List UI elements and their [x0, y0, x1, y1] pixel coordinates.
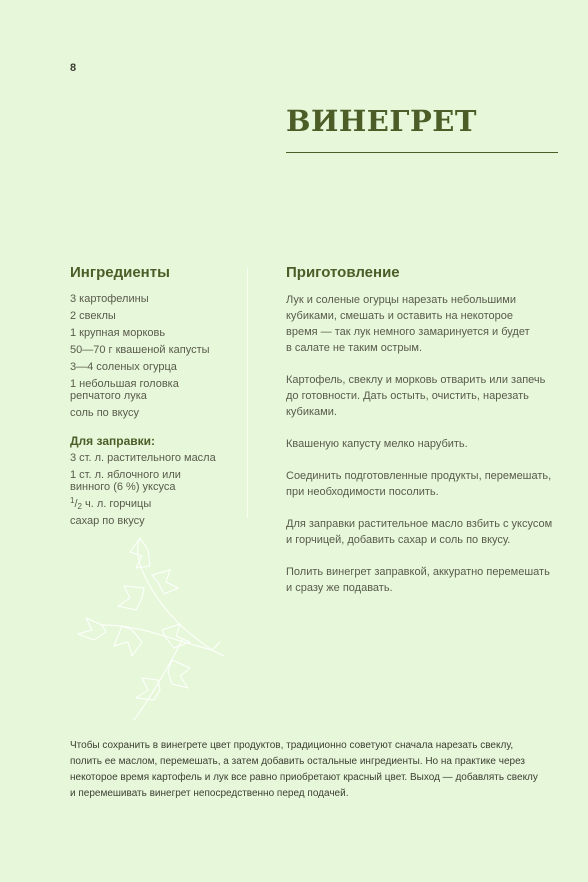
ingredient-item: 3—4 соленых огурца	[70, 361, 177, 373]
page-title: ВИНЕГРЕТ	[286, 104, 477, 138]
dressing-item-mustard: $^1/_2$ ч. л. горчицы	[70, 496, 152, 511]
dressing-item: 3 ст. л. растительного масла	[70, 452, 216, 464]
ingredient-item: соль по вкусу	[70, 407, 139, 419]
dressing-heading: Для заправки:	[70, 434, 155, 448]
ingredients-heading: Ингредиенты	[70, 264, 170, 281]
preparation-steps	[286, 292, 561, 612]
preparation-step: Полить винегрет заправкой, аккуратно перемешать и сразу же подавать.	[286, 566, 550, 594]
dressing-item: сахар по вкусу	[70, 515, 145, 527]
preparation-step: Квашеную капусту мелко нарубить.	[286, 438, 468, 450]
ingredient-item: 2 свеклы	[70, 310, 116, 322]
column-divider	[247, 268, 248, 518]
preparation-step: Картофель, свеклу и морковь отварить или запечь до готовности. Дать остыть, очистить, нарезать кубиками.	[286, 374, 546, 418]
page-number: 8	[70, 62, 77, 74]
fraction-denominator: 2	[77, 502, 82, 511]
herb-sprig-icon	[62, 530, 227, 730]
dressing-item: 1 ст. л. яблочного или винного (6 %) уксуса	[70, 469, 181, 493]
fraction-numerator: 1	[70, 496, 75, 505]
dressing-list	[70, 452, 240, 532]
preparation-heading: Приготовление	[286, 264, 400, 281]
ingredient-item: 1 крупная морковь	[70, 327, 166, 339]
preparation-step: Соединить подготовленные продукты, перемешать, при необходимости посолить.	[286, 470, 552, 498]
ingredient-item: 50—70 г квашеной капусты	[70, 344, 210, 356]
preparation-step: Лук и соленые огурцы нарезать небольшими кубиками, смешать и оставить на некоторое время — так лук немного замаринуется и будет в салате не таким острым.	[286, 294, 530, 354]
ingredient-item: 1 небольшая головка репчатого лука	[70, 378, 179, 402]
cooking-note: Чтобы сохранить в винегрете цвет продуктов, традиционно советуют сначала нарезать свеклу, полить ее маслом, перемешать, а затем добавить остальные ингредиенты. Но на практике через некоторое время картофель и лук все равно приобретают красный цвет. Выход — добавлять свеклу и перемешивать винегрет непосредственно перед подачей.	[70, 740, 538, 799]
preparation-step: Для заправки растительное масло взбить с уксусом и горчицей, добавить сахар и соль по вкусу.	[286, 518, 553, 546]
ingredients-list	[70, 293, 240, 424]
ingredient-item: 3 картофелины	[70, 293, 149, 305]
title-underline	[286, 152, 558, 153]
mustard-text: ч. л. горчицы	[81, 498, 152, 510]
